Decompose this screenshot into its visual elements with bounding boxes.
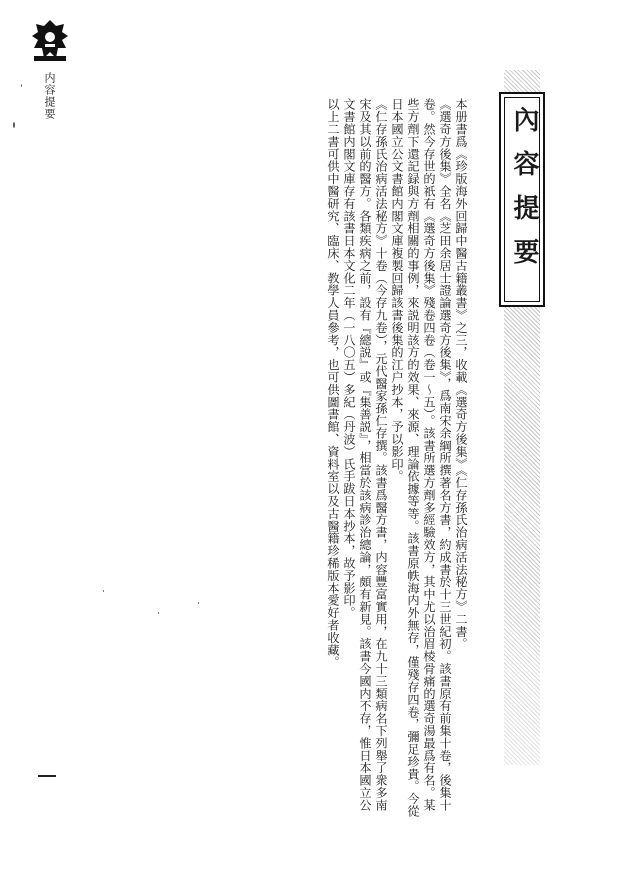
scan-speck — [21, 84, 22, 87]
seal-logo-icon — [30, 18, 70, 62]
scan-speck — [198, 602, 199, 604]
paragraph: 《選奇方後集》全名《芝田余居士證論選奇方後集》，爲南宋余綱所撰著名方書，約成書於十三世紀初。該書原有前集十卷，後集十卷。然今存世的祇有《選奇方後集》殘卷四卷（卷一～五）。該書所選方劑多經驗效方，其中尤以治眉棱骨痛的選奇湯最爲有名。某些方劑下還記録與方劑相關的事例，來説明該方的效果、來源、理論依據等等。該書原帙海内外無存，僅殘存四卷，彌足珍貴。今從日本國立公文書館内閣文庫複製回歸該書後集的江户抄本，予以影印。 — [390, 98, 452, 818]
scan-speck — [103, 590, 104, 592]
paragraph: 以上二書可供中醫研究、臨床、教學人員參考，也可供圖書館、資料室以及古醫籍珍稀版本愛好者收藏。 — [326, 98, 340, 669]
banner-fade — [504, 560, 540, 765]
paragraph: 本册書爲《珍版海外回歸中醫古籍叢書》之三，收載《選奇方後集》《仁存孫氏治病活法秘方》二書。 — [454, 98, 468, 650]
title-frame — [499, 92, 545, 307]
scan-speck — [13, 122, 15, 128]
side-section-label: 内容提要 — [43, 72, 56, 120]
body-text — [325, 98, 469, 818]
page-title: 內容提要 — [509, 106, 539, 282]
paragraph: 《仁存孫氏治病活法秘方》十卷（今存九卷），元代醫家孫仁存撰。該書爲醫方書，内容豐富實用，在九十三類病名下列舉了衆多南宋及其以前的醫方。各類疾病之前，設有『總説』或『集善説』，相當於該病診治總論，頗有新見。該書今國内不存，惟日本國立公文書館内閣文庫存有該書日本文化二年（一八〇五）多紀（丹波）氏手跋日本抄本，故予影印。 — [342, 98, 388, 812]
margin-tick — [38, 775, 56, 777]
scan-speck — [158, 612, 159, 614]
